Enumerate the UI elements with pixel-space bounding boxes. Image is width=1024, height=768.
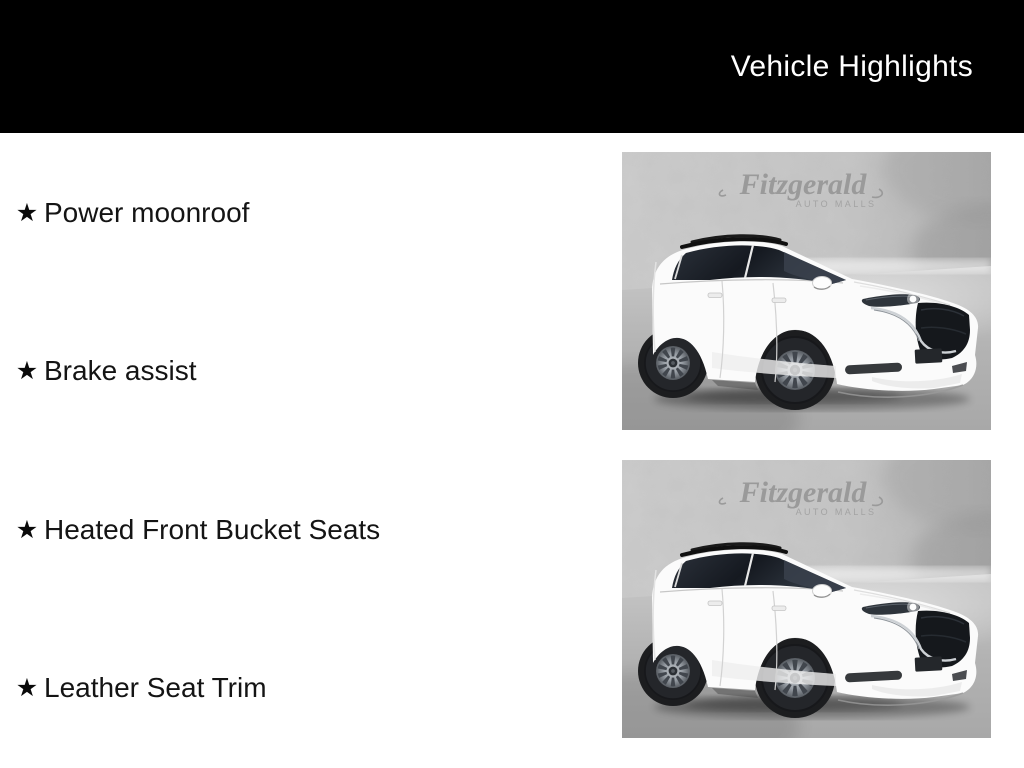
list-item bbox=[10, 197, 249, 229]
feature-label: Brake assist bbox=[44, 355, 197, 386]
star-bullet-icon: ★ bbox=[15, 355, 39, 385]
list-item bbox=[10, 672, 267, 704]
feature-label: Leather Seat Trim bbox=[44, 672, 267, 703]
feature-label: Power moonroof bbox=[44, 197, 250, 228]
vehicle-photo-image bbox=[622, 460, 991, 738]
star-bullet-icon: ★ bbox=[15, 672, 39, 702]
vehicle-photo-image bbox=[622, 152, 991, 430]
feature-label: Heated Front Bucket Seats bbox=[44, 514, 381, 545]
star-bullet-icon: ★ bbox=[15, 514, 39, 544]
list-item bbox=[10, 355, 197, 387]
vehicle-photo-bottom bbox=[622, 460, 991, 738]
star-bullet-icon: ★ bbox=[15, 197, 39, 227]
vehicle-photo-top bbox=[622, 152, 991, 430]
header-banner bbox=[0, 0, 1024, 133]
list-item bbox=[10, 514, 380, 546]
page-title: Vehicle Highlights bbox=[730, 49, 973, 83]
